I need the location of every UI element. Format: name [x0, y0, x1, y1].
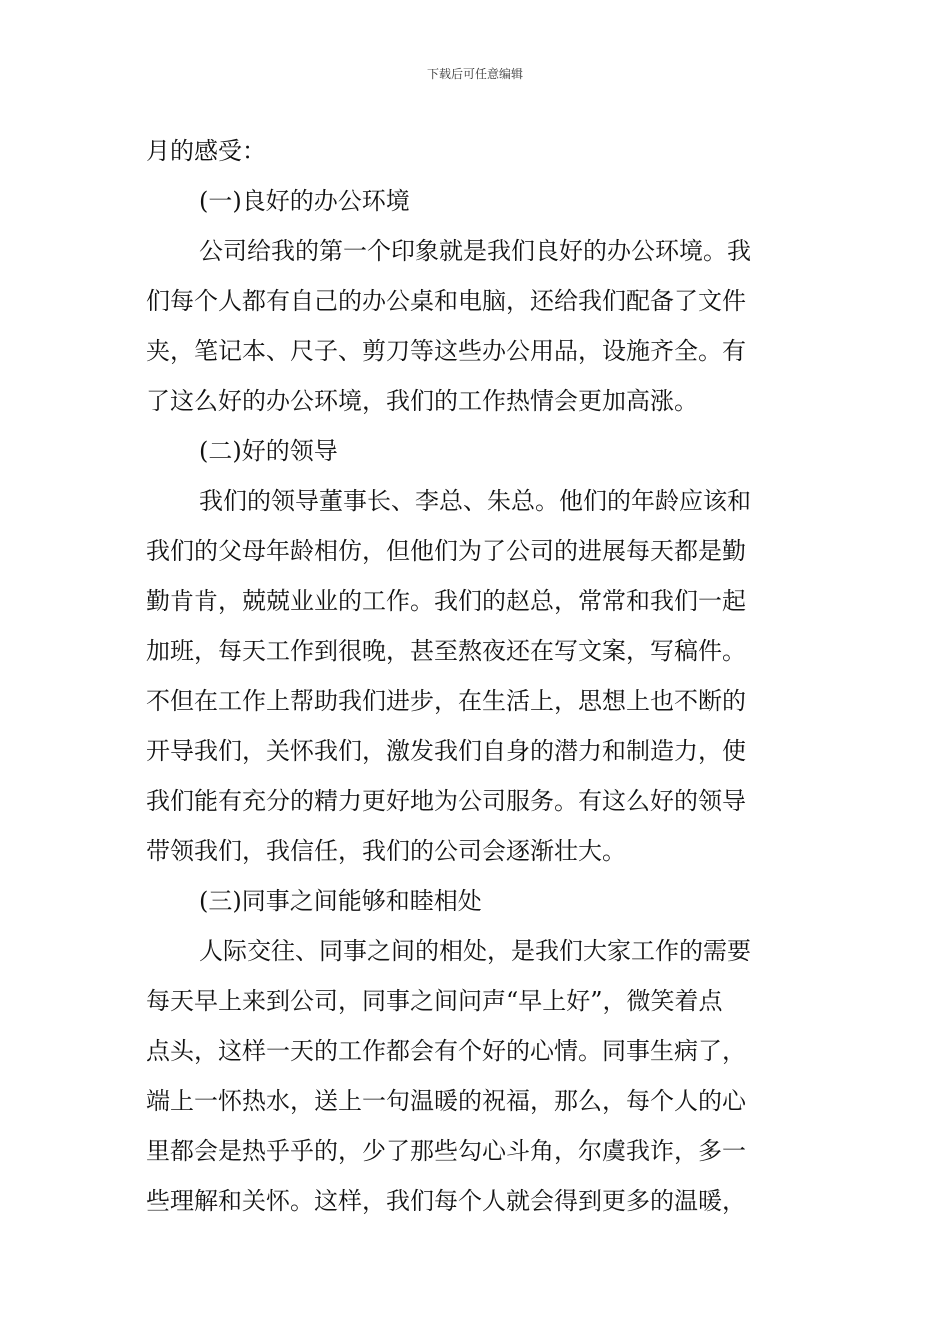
paragraph-line: 夹，笔记本、尺子、剪刀等这些办公用品，设施齐全。有: [146, 337, 746, 365]
paragraph-line: 些理解和关怀。这样，我们每个人就会得到更多的温暖，: [146, 1187, 746, 1215]
paragraph-line: 点头，这样一天的工作都会有个好的心情。同事生病了，: [146, 1037, 746, 1065]
paragraph-line: 我们的父母年龄相仿，但他们为了公司的进展每天都是勤: [146, 537, 746, 565]
paragraph-line: 勤肯肯，兢兢业业的工作。我们的赵总，常常和我们一起: [146, 587, 746, 615]
section-heading-1: (一)良好的办公环境: [199, 187, 410, 215]
paragraph-line: 端上一怀热水，送上一句温暖的祝福，那么，每个人的心: [146, 1087, 746, 1115]
paragraph-line: 们每个人都有自己的办公桌和电脑，还给我们配备了文件: [146, 287, 746, 315]
text-line: 月的感受：: [146, 137, 266, 165]
paragraph-line: 开导我们，关怀我们，激发我们自身的潜力和制造力，使: [146, 737, 746, 765]
paragraph-line: 我们能有充分的精力更好地为公司服务。有这么好的领导: [146, 787, 746, 815]
document-body: [146, 126, 806, 1226]
section-heading-2: (二)好的领导: [199, 437, 338, 465]
paragraph-line: 人际交往、同事之间的相处，是我们大家工作的需要: [199, 937, 751, 965]
paragraph-line: 加班，每天工作到很晚，甚至熬夜还在写文案，写稿件。: [146, 637, 746, 665]
paragraph-line: 每天早上来到公司，同事之间问声“早上好”，微笑着点: [146, 987, 723, 1015]
paragraph-line: 带领我们，我信任，我们的公司会逐渐壮大。: [146, 837, 626, 865]
paragraph-line: 公司给我的第一个印象就是我们良好的办公环境。我: [199, 237, 751, 265]
paragraph-line: 了这么好的办公环境，我们的工作热情会更加高涨。: [146, 387, 698, 415]
paragraph-line: 里都会是热乎乎的，少了那些勾心斗角，尔虞我诈，多一: [146, 1137, 746, 1165]
section-heading-3: (三)同事之间能够和睦相处: [199, 887, 482, 915]
paragraph-line: 不但在工作上帮助我们进步，在生活上，思想上也不断的: [146, 687, 746, 715]
paragraph-line: 我们的领导董事长、李总、朱总。他们的年龄应该和: [199, 487, 751, 515]
page-header: 下载后可任意编辑: [426, 67, 523, 81]
